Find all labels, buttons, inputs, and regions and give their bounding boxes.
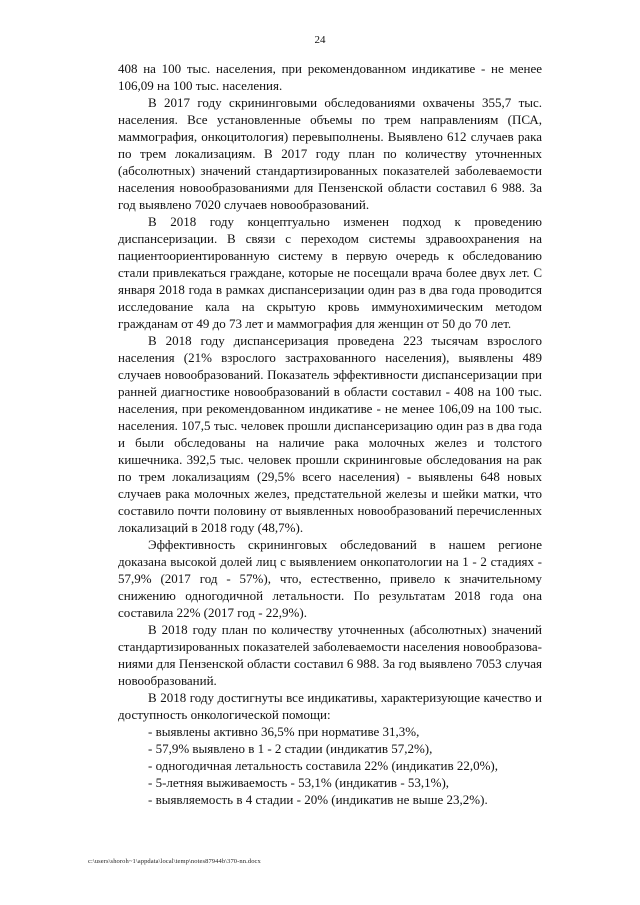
indicator-list	[118, 723, 542, 808]
page-number: 24	[314, 34, 326, 46]
list-item: - 57,9% выявлено в 1 - 2 стадии (индикатив 57,2%),	[148, 741, 433, 756]
footer-file-path: c:\users\shoroh~1\appdata\local\temp\notes87944b\370-nn.docx	[88, 858, 261, 865]
paragraph-dispensarization-results-2018: В 2018 году диспансеризация проведена 223 тысячам взрослого населения (21% взрослого застрахованного населения), выявлены 489 случаев новообразований. Показатель эффективности диспансеризации при ранней диагностике новообразований в области составил - 408 на 100 тыс. населения, при рекомендованном индикативе - не менее 106,09 на 100 тыс. населения. 107,5 тыс. человек прошли диспансеризацию один раз в два года и были обследованы на наличие рака молочных желез и толстого кишечника. 392,5 тыс. человек прошли скрининговые обследования на рак по трем локализациям (29,5% всего населения) - выявлены 648 новых случаев рака молочных желез, предстательной железы и шейки матки, что составило почти половину от выявленных новообразований перечисленных локализаций в 2018 году (48,7%).	[118, 333, 542, 535]
list-item: - выявляемость в 4 стадии - 20% (индикатив не выше 23,2%).	[148, 792, 488, 807]
paragraph-indicators-intro: В 2018 году достигнуты все индикативы, характеризующие качество и доступность онкологической помощи:	[118, 690, 542, 722]
paragraph-plan-2018: В 2018 году план по количеству уточненных (абсолютных) значений стандартизированных показателей заболеваемости населения новообразова-ниями для Пензенской области составил 6 988. За год выявлено 7053 случая новообразований.	[118, 622, 542, 688]
list-item: - 5-летняя выживаемость - 53,1% (индикатив - 53,1%),	[148, 775, 450, 790]
paragraph-dispensarization-approach-2018: В 2018 году концептуально изменен подход к проведению диспансеризации. В связи с переходом системы здравоохранения на пациентоориентированную систему в первую очередь к обследованию стали привлекаться граждане, которые не посещали врача более двух лет. С января 2018 года в рамках диспансеризации один раз в два года проводится исследование кала на скрытую кровь иммунохимическим методом гражданам от 49 до 73 лет и маммография для женщин от 50 до 70 лет.	[118, 214, 542, 331]
list-item: - одногодичная летальность составила 22% (индикатив 22,0%),	[148, 758, 498, 773]
paragraph-screening-2017: В 2017 году скрининговыми обследованиями охвачены 355,7 тыс. населения. Все установленные объемы по трем направлениям (ПСА, маммография, онкоцитология) перевыполнены. Выявлено 612 случаев рака по трем локализациям. В 2017 году план по количеству уточненных (абсолютных) значений стандартизированных показателей заболеваемости населения новообразованиями для Пензенской области составил 6 988. За год выявлено 7020 случаев новообразований.	[118, 95, 542, 212]
list-item: - выявлены активно 36,5% при нормативе 31,3%,	[148, 724, 420, 739]
paragraph-screening-effectiveness: Эффективность скрининговых обследований в нашем регионе доказана высокой долей лиц с выявлением онкопатологии на 1 - 2 стадиях - 57,9% (2017 год - 57%), что, естественно, привело к значительному снижению одногодичной летальности. По результатам 2018 года она составила 22% (2017 год - 22,9%).	[118, 537, 542, 620]
paragraph-continuation: 408 на 100 тыс. населения, при рекомендованном индикативе - не менее 106,09 на 100 тыс. населения.	[118, 61, 542, 93]
document-body	[118, 60, 542, 808]
